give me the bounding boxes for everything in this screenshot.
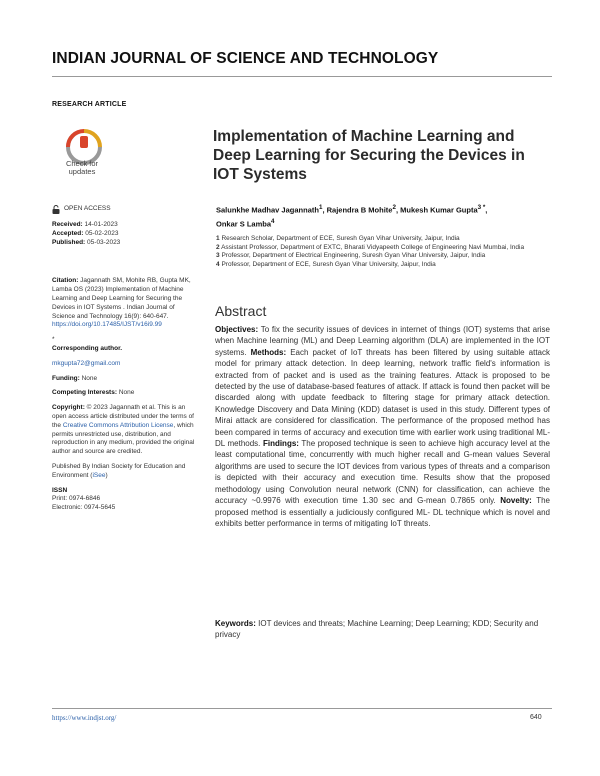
- affiliation-num: 3: [216, 252, 220, 259]
- affiliation-text: Professor, Department of Electrical Engineering, Suresh Gyan Vihar University, Jaipur, India: [221, 252, 486, 259]
- funding-label: Funding:: [52, 374, 80, 382]
- keywords-text: IOT devices and threats; Machine Learning; Deep Learning; KDD; Security and privacy: [215, 619, 539, 640]
- accepted-label: Accepted:: [52, 229, 84, 237]
- citation-block: [52, 277, 198, 330]
- electronic-issn: Electronic: 0974-5645: [52, 504, 116, 512]
- header-rule: [52, 76, 552, 77]
- received-row: [52, 221, 198, 230]
- affiliations: [216, 235, 556, 269]
- copyright-block: [52, 404, 198, 457]
- author-name: Mukesh Kumar Gupta: [400, 205, 478, 215]
- competing-label: Competing Interests:: [52, 389, 118, 397]
- abstract-body: [215, 324, 550, 529]
- copyright-label: Copyright:: [52, 404, 85, 412]
- author-sup: 4: [271, 217, 275, 225]
- print-issn: Print: 0974-6846: [52, 495, 101, 503]
- corresponding-label: Corresponding author.: [52, 344, 123, 352]
- funding-value: None: [81, 374, 98, 382]
- abstract-heading: Abstract: [215, 303, 267, 319]
- publisher-link[interactable]: iSee: [92, 471, 106, 479]
- copyright-text2: , which permits unrestricted use, distribution, and reproduction in any medium, provided the original author and source are credited.: [52, 421, 195, 456]
- methods-text: Each packet of IoT threats has been filtered by using suitable attack model for primary attack detection. In deep learning, network traffic field's information is extracted from of packet and is used as the training features. Attack is proposed to be detected by the use of database-based features of attack. If attack is found then packet will be discarded along with update feedback to filtering stage for primary attack detection. Knowledge Discovery and Data Mining (KDD) dataset is used in this study. Different types of Mirai attack are considered for classification. The performance of the proposed method has been compared in terms of accuracy and execution time with earlier work using traditional ML-DL methods.: [215, 347, 550, 449]
- affiliation-text: Assistant Professor, Department of EXTC, Bharati Vidyapeeth College of Engineering Navi Mumbai, India: [221, 243, 525, 251]
- open-access-row: [52, 205, 198, 214]
- affiliation-text: Research Scholar, Department of ECE, Suresh Gyan Vihar University, Jaipur, India: [221, 235, 460, 242]
- published-label: Published:: [52, 238, 86, 246]
- affiliation-num: 2: [216, 243, 220, 251]
- affiliation-text: Professor, Department of ECE, Suresh Gyan Vihar University, Jaipur, India: [221, 260, 436, 268]
- badge-line1: Check for: [65, 159, 99, 168]
- footer-rule: [52, 708, 552, 709]
- article-title: Implementation of Machine Learning and Deep Learning for Securing the Devices in IOT Systems: [213, 128, 525, 183]
- published-date: 05-03-2023: [87, 238, 121, 246]
- received-label: Received:: [52, 221, 83, 228]
- citation-doi-link[interactable]: https://doi.org/10.17485/IJST/v16i9.99: [52, 321, 162, 329]
- citation-text: Jagannath SM, Mohite RB, Gupta MK, Lamba OS (2023) Implementation of Machine Learning and Deep Learning for Securing the Devices in IOT Systems . Indian Journal of Science and Technology 16(9): 640-647.: [52, 277, 191, 320]
- author-name: Rajendra B Mohite: [326, 205, 393, 215]
- affiliation-item: [216, 252, 556, 261]
- author-list: Salunkhe Madhav Jagannath$^1$, Rajendra B Mohite$^2$, Mukesh Kumar Gupta$^{3 *}$, Onkar S Lamba$^4$: [216, 204, 488, 228]
- license-link[interactable]: Creative Commons Attribution License: [62, 421, 174, 429]
- affiliation-item: [216, 261, 556, 270]
- article-sidebar: [52, 205, 198, 513]
- affiliation-item: [216, 235, 556, 244]
- received-date: 14-01-2023: [84, 221, 118, 228]
- published-row: [52, 239, 198, 248]
- objectives-label: Objectives:: [215, 325, 259, 334]
- author-sup: 3 *: [477, 204, 486, 211]
- objectives-text: To fix the security issues of devices in internet of things (IOT) systems that arise when Machine learning (ML) and Deep Learning algorithm (DLA) are implemented in the IOT systems.: [215, 325, 550, 357]
- competing-value: None: [118, 389, 135, 397]
- funding-row: [52, 375, 198, 384]
- copyright-text1: © 2023 Jagannath et al. This is an open access article distributed under the terms of the: [52, 404, 194, 429]
- novelty-label: Novelty:: [500, 496, 532, 506]
- keywords-label: Keywords:: [215, 619, 256, 628]
- publisher-block: [52, 463, 198, 481]
- citation-label: Citation:: [52, 277, 79, 285]
- accepted-row: [52, 230, 198, 239]
- corresponding-author: [52, 345, 198, 354]
- corresponding-email-link[interactable]: mkgupta72@gmail.com: [52, 359, 121, 367]
- badge-line2: updates: [68, 167, 96, 176]
- novelty-text: The proposed method is essentially a judiciously configured ML- DL technique which is novel and exhibits better performance in terms of mitigating IoT threats.: [215, 496, 550, 528]
- methods-label: Methods:: [250, 347, 287, 357]
- issn-heading: ISSN: [52, 486, 68, 494]
- open-lock-icon: [52, 205, 60, 214]
- accepted-date: 05-02-2023: [85, 229, 119, 237]
- keywords: [215, 618, 550, 641]
- author-name: Onkar S Lamba: [216, 219, 272, 228]
- affiliation-num: 4: [216, 260, 220, 268]
- journal-title: INDIAN JOURNAL OF SCIENCE AND TECHNOLOGY: [52, 50, 439, 67]
- issn-label: [52, 487, 198, 496]
- publisher-text: Published By Indian Society for Education and Environment (: [52, 462, 186, 479]
- author-sup: 1: [318, 204, 323, 211]
- corresponding-symbol: *: [52, 336, 55, 344]
- author-name: Salunkhe Madhav Jagannath: [216, 205, 319, 215]
- footer-url-link[interactable]: https://www.indjst.org/: [52, 714, 117, 722]
- competing-row: [52, 389, 198, 398]
- affiliation-item: [216, 244, 556, 253]
- page-number: 640: [530, 714, 542, 721]
- check-for-updates-label[interactable]: [50, 160, 114, 176]
- open-access-label: OPEN ACCESS: [64, 205, 111, 213]
- affiliation-num: 1: [216, 235, 220, 242]
- findings-label: Findings:: [262, 439, 299, 449]
- author-sup: 2: [392, 204, 396, 211]
- publisher-close: ): [105, 471, 108, 479]
- findings-text: The proposed technique is seen to achieve high accuracy level at the least computational time, concurrently with much higher recall and G-mean values Several algorithms are used to secure the IOT devices from various types of threats and a comparison is depicted with their accuracy and execution time. Results show that the proposed methodology using Convolution neural network (CNN) for classification, can achieve the accuracy ~0.9976 with execution time 1.30 sec and G-mean 0.7865 only.: [215, 439, 550, 506]
- article-type: RESEARCH ARTICLE: [52, 101, 127, 108]
